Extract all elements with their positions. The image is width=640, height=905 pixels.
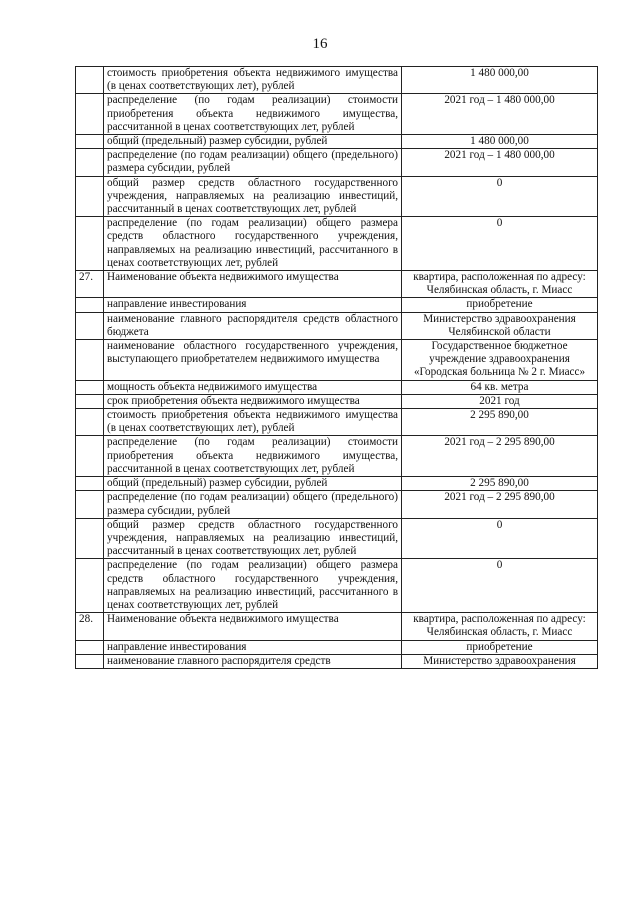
row-value: квартира, расположенная по адресу: Челябинская область, г. Миасс <box>402 271 598 298</box>
row-label: распределение (по годам реализации) общего размера средств областного государственного учреждения, направляемых на реализацию инвестиций, рассчитанного в ценах соответствующих лет, рублей <box>104 559 402 613</box>
table-row <box>76 559 598 613</box>
table-row <box>76 271 598 298</box>
row-label: общий размер средств областного государственного учреждения, направляемых на реализацию инвестиций, рассчитанный в ценах соответствующих лет, рублей <box>104 176 402 217</box>
row-value: Министерство здравоохранения <box>402 654 598 668</box>
table-row <box>76 654 598 668</box>
row-label: общий (предельный) размер субсидии, рублей <box>104 135 402 149</box>
table-row <box>76 149 598 176</box>
row-value: 2021 год – 2 295 890,00 <box>402 436 598 477</box>
row-number <box>76 518 104 559</box>
row-value: 2021 год <box>402 394 598 408</box>
row-number: 27. <box>76 271 104 298</box>
row-label: распределение (по годам реализации) стоимости приобретения объекта недвижимого имущества, рассчитанной в ценах соответствующих лет, рублей <box>104 436 402 477</box>
row-label: направление инвестирования <box>104 640 402 654</box>
row-number <box>76 217 104 271</box>
row-label: направление инвестирования <box>104 298 402 312</box>
row-number <box>76 640 104 654</box>
table-row <box>76 298 598 312</box>
row-label: мощность объекта недвижимого имущества <box>104 380 402 394</box>
table-row <box>76 394 598 408</box>
row-value: Государственное бюджетное учреждение здравоохранения «Городская больница № 2 г. Миасс» <box>402 340 598 381</box>
page-number: 16 <box>312 36 328 52</box>
row-number <box>76 312 104 339</box>
table-row <box>76 67 598 94</box>
table-row <box>76 312 598 339</box>
row-value: 1 480 000,00 <box>402 135 598 149</box>
row-label: общий размер средств областного государственного учреждения, направляемых на реализацию инвестиций, рассчитанный в ценах соответствующих лет, рублей <box>104 518 402 559</box>
row-value: 2021 год – 1 480 000,00 <box>402 94 598 135</box>
row-number <box>76 654 104 668</box>
row-label: наименование главного распорядителя средств областного бюджета <box>104 312 402 339</box>
row-label: Наименование объекта недвижимого имущества <box>104 613 402 640</box>
table-row <box>76 135 598 149</box>
table-row <box>76 340 598 381</box>
row-label: стоимость приобретения объекта недвижимого имущества (в ценах соответствующих лет), рублей <box>104 67 402 94</box>
row-value: 2021 год – 1 480 000,00 <box>402 149 598 176</box>
row-value: 1 480 000,00 <box>402 67 598 94</box>
row-label: распределение (по годам реализации) общего (предельного) размера субсидии, рублей <box>104 491 402 518</box>
row-label: распределение (по годам реализации) общего размера средств областного государственного учреждения, направляемых на реализацию инвестиций, рассчитанного в ценах соответствующих лет, рублей <box>104 217 402 271</box>
row-label: срок приобретения объекта недвижимого имущества <box>104 394 402 408</box>
row-label: наименование главного распорядителя средств <box>104 654 402 668</box>
row-value: приобретение <box>402 298 598 312</box>
table-row <box>76 217 598 271</box>
row-value: Министерство здравоохранения Челябинской области <box>402 312 598 339</box>
row-number: 28. <box>76 613 104 640</box>
table-row <box>76 94 598 135</box>
investment-table <box>75 66 598 669</box>
row-value: 0 <box>402 518 598 559</box>
row-number <box>76 298 104 312</box>
table-row <box>76 613 598 640</box>
row-number <box>76 176 104 217</box>
row-number <box>76 340 104 381</box>
row-label: распределение (по годам реализации) общего (предельного) размера субсидии, рублей <box>104 149 402 176</box>
table-row <box>76 477 598 491</box>
table-row <box>76 518 598 559</box>
row-label: стоимость приобретения объекта недвижимого имущества (в ценах соответствующих лет), рублей <box>104 409 402 436</box>
table-row <box>76 436 598 477</box>
row-number <box>76 94 104 135</box>
row-value: 2021 год – 2 295 890,00 <box>402 491 598 518</box>
row-number <box>76 380 104 394</box>
row-number <box>76 394 104 408</box>
row-value: 0 <box>402 559 598 613</box>
table-row <box>76 176 598 217</box>
row-value: квартира, расположенная по адресу: Челябинская область, г. Миасс <box>402 613 598 640</box>
row-label: распределение (по годам реализации) стоимости приобретения объекта недвижимого имущества, рассчитанной в ценах соответствующих лет, рублей <box>104 94 402 135</box>
table-row <box>76 409 598 436</box>
row-number <box>76 559 104 613</box>
row-number <box>76 491 104 518</box>
row-value: 2 295 890,00 <box>402 477 598 491</box>
row-number <box>76 436 104 477</box>
table-row <box>76 640 598 654</box>
row-value: 64 кв. метра <box>402 380 598 394</box>
row-value: 0 <box>402 217 598 271</box>
row-label: Наименование объекта недвижимого имущества <box>104 271 402 298</box>
row-label: наименование областного государственного учреждения, выступающего приобретателем недвижимого имущества <box>104 340 402 381</box>
row-number <box>76 67 104 94</box>
row-label: общий (предельный) размер субсидии, рублей <box>104 477 402 491</box>
row-number <box>76 477 104 491</box>
row-number <box>76 149 104 176</box>
table-row <box>76 380 598 394</box>
table-row <box>76 491 598 518</box>
row-value: приобретение <box>402 640 598 654</box>
row-number <box>76 135 104 149</box>
row-value: 0 <box>402 176 598 217</box>
row-number <box>76 409 104 436</box>
row-value: 2 295 890,00 <box>402 409 598 436</box>
